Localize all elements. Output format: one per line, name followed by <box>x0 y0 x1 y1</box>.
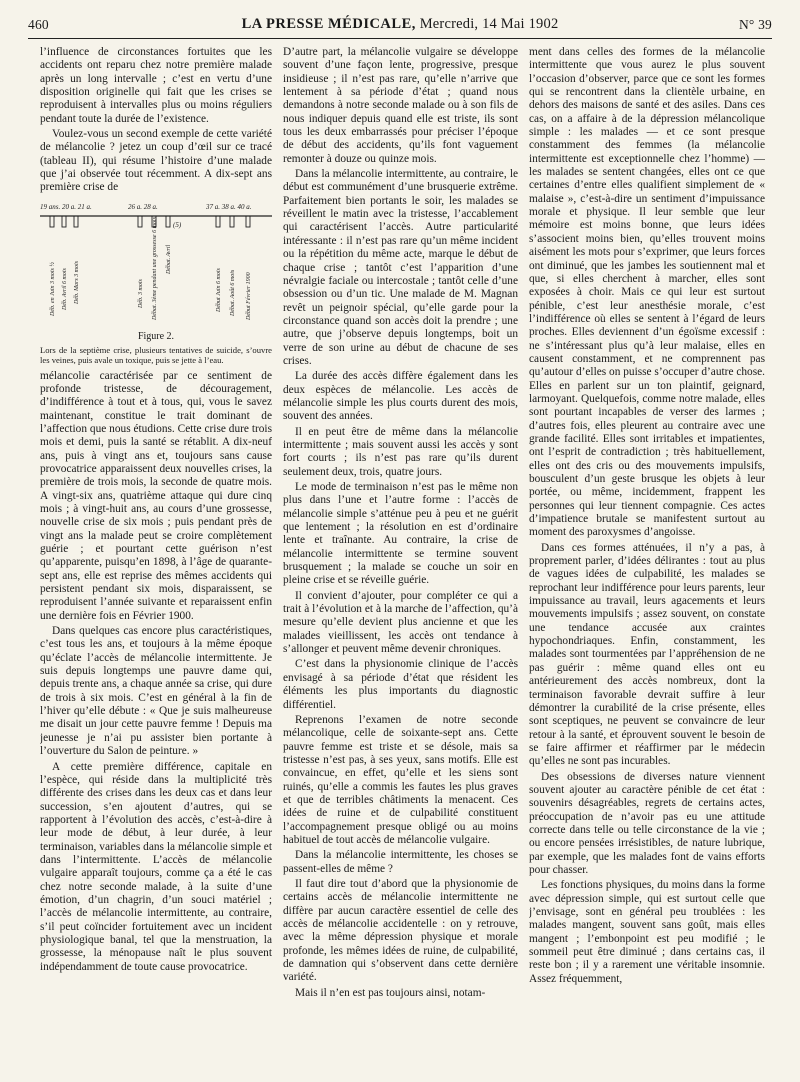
crisis-bar <box>246 216 250 227</box>
page-number: 460 <box>28 17 49 32</box>
column-3 <box>529 46 765 1068</box>
paragraph: Dans quelques cas encore plus caractéristiques, c’est tous les ans, et toujours à la même époque qu’éclate l’accès de mélancolie intermittente. Je suis depuis longtemps une pauvre dame qui, depuis trente ans, a chaque année sa crise, qui dure de trois à six mois. C’est en général à la fin de l’hiver qu’elle débute : « Que je suis malheureuse me disait un jour cette pauvre femme ! Depuis ma jeunesse je n’ai pu assister bien portante à l’ouverture du Salon de peinture. » <box>40 625 272 758</box>
issue-date: Mercredi, 14 Mai 1902 <box>415 16 559 32</box>
crisis-label: Début Février 1900 <box>246 272 252 320</box>
paragraph: Il convient d’ajouter, pour compléter ce qui a trait à l’évolution et à la marche de l’affection, qu’à mesure qu’elle devient plus ancienne et que les malades vieillissent, les accès ont tendance à s’allonger et peuvent même devenir chroniques. <box>283 589 518 656</box>
running-head <box>28 14 772 36</box>
paragraph: D’autre part, la mélancolie vulgaire se développe souvent d’une façon lente, progressive, presque insidieuse ; il n’est pas rare, qu’elle n’arrive que lentement à sa période d’état ; quand nous demandons à notre seconde malade ou à son fils de nous indiquer depuis quand elle est triste, ils sont tous les deux embarrassés pour préciser l’époque de début des accidents, qu’ils font vaguement remonter à douze ou quinze mois. <box>283 46 518 165</box>
column-1 <box>40 46 272 1068</box>
tick-label: 19 ans. 20 a. 21 a. <box>40 202 92 211</box>
crisis-label: Début Juin 6 mois <box>216 267 222 312</box>
timeline-diagram <box>40 200 272 328</box>
paragraph: Les fonctions physiques, du moins dans la forme avec dépression simple, qui est surtout celle que j’envisage, sont en général peu troublées : les malades mangent, souvent sans goût, mais elles mangent ; l’embonpoint est peu modifié ; le sommeil peut être diminué ; dans certains cas, il reste bon ; il y a rarement une véritable insomnie. Assez fréquemment, <box>529 879 765 985</box>
tick-label: 26 a. 28 a. <box>128 202 158 211</box>
paragraph: C’est dans la physionomie clinique de l’accès envisagé à sa période d’état que résident les éléments les plus importants du diagnostic différentiel. <box>283 658 518 711</box>
crisis-label: Déb. en Juin 3 mois ½ <box>50 261 56 316</box>
crisis-label: Déb. Mars 3 mois <box>74 260 80 304</box>
figure-marker: (5) <box>173 220 182 229</box>
tick-label: 37 a. 38 a. 40 a. <box>206 202 252 211</box>
paragraph: A cette première différence, capitale en l’espèce, qui réside dans la multiplicité très différente des crises dans les deux cas et dans leur succession, s’en ajoutent d’autres, qui se rapportent à l’évolution des accès, c’est-à-dire à leur mode de début, à leur durée, à leur terminaison, variables dans la mélancolie simple et dans l’intermittente. L’accès de mélancolie vulgaire apparaît toujours, comme ça a été le cas chez notre seconde malade, à la suite d’une émotion, d’un chagrin, d’un souci matériel ; l’accès de mélancolie intermittente, au contraire, s’il peut coïncider fortuitement avec un incident physiologique banal, tel que la menstruation, la grossesse, la ménopause naît le plus souvent indépendamment de toute cause provocatrice. <box>40 760 272 973</box>
paragraph: Il en peut être de même dans la mélancolie intermittente ; mais souvent aussi les accès y sont fort courts ; ils n’est pas rare qu’ils durent seulement deux, trois, quatre jours. <box>283 425 518 478</box>
crisis-bar <box>166 216 170 227</box>
journal-title <box>28 16 772 33</box>
paragraph: Reprenons l’examen de notre seconde mélancolique, celle de soixante-sept ans. Cette pauvre femme est triste et se désole, mais sa tristesse n’est pas, à ses yeux, sans motifs. Elle est convaincue, en effet, qu’elle et les siens sont ruinés, qu’elle a commis les fautes les plus graves et que de terribles châtiments la menacent. Ces idées de ruine et de culpabilité constituent l’accompagnement presque obligé ou au moins habituel de tout accès de mélancolie vulgaire. <box>283 713 518 846</box>
journal-name: LA PRESSE MÉDICALE, <box>241 16 416 32</box>
figure-2 <box>40 200 272 366</box>
crisis-bar <box>74 216 78 227</box>
paragraph: Le mode de terminaison n’est pas le même non plus dans l’une et l’autre forme : l’accès de mélancolie simple s’atténue peu à peu et ne guérit que lentement ; la résolution en est d’ordinaire lente et traînante. Au contraire, la crise de mélancolie intermittente se termine souvent brusquement ; la malade se couche un soir en pleine crise et se réveille guérie. <box>283 481 518 587</box>
crisis-bar <box>230 216 234 227</box>
paragraph: Dans la mélancolie intermittente, au contraire, le début est communément d’une brusquerie extrême. Parfaitement bien portants le soir, les malades se réveillent le matin avec la tristesse, l’accablement qui caractérisent l’accès. Autre particularité intéressante : il n’est pas rare qu’un même incident ou la répétition du même acte, marque le début de chaque crise ; tantôt c’est l’apparition d’une névralgie faciale ou intercostale ; tantôt celle d’une obsession ou d’un tic. Une malade de M. Magnan revêt un peignoir spécial, qu’elle garde pour la circonstance quand son accès doit la prendre ; une autre, que j’observe depuis longtemps, boit un verre de son urine au début de chacune de ses crises. <box>283 168 518 367</box>
paragraph: Des obsessions de diverses nature viennent souvent ajouter au caractère pénible de cet état : souvenirs désagréables, regrets de certains actes, préoccupation de n’avoir pas eu une attitude correcte dans telle ou telle circonstance de la vie ; ou encore pensées irrésistibles, de nature lubrique, par exemple, que les malades font de vains efforts pour chasser. <box>529 770 765 876</box>
crisis-label: Débat. 3ème pendant une grossesse 6 mois <box>152 216 158 320</box>
paragraph: ment dans celles des formes de la mélancolie intermittente que vous aurez le plus souvent l’occasion d’observer, parce que ce sont les formes qui se rencontrent dans la clientèle urbaine, en dehors des maisons de santé et des asiles. Dans ces cas, on a affaire à de la dépression mélancolique simple : les malades — et ce sont presque constamment des femmes (la mélancolie intermittente est exceptionnelle chez l’homme) — les malades se sentent changées, elles ont ce que certaines d’entre elles qualifient simplement de « malaise », c’est-à-dire un sentiment d’impuissance morale et physique. Il leur semble que leur mémoire est moins bonne, que leurs idées s’associent moins bien, qu’elles trouvent moins aisément les mots pour s’exprimer, que leurs forces ont diminué, que les jambes les soutiennent mal et que, si elles cherchent à marcher, elles sont exposées à choir. Mais ce qui leur est surtout pénible, c’est leur anesthésie morale, c’est l’indifférence où elles se sentent à l’égard de leurs proches. Elles deviennent d’un égoïsme excessif : ne s’intéressant plus qu’à leur malaise, elles en causent constamment, et ne comprennent pas qu’autour d’elles on puisse s’occuper d’autre chose. Elles en parlent sur un ton plaintif, geignard, larmoyant. Quelquefois, comme notre malade, elles sont pourtant incapables de verser des larmes ; d’autres fois, elles pleurent au contraire avec une grande facilité. Elles sont irritables et impatientes, ont l’esprit de contradiction ; très habituellement, elles ont des cris ou des mouvements impulsifs, bousculent d’un geste brusque les objets à leur portée, ou même, incidemment, frappent les personnes qui leur tiennent compagnie. Ces actes d’impatience brutale se manifestent surtout au moment des paroxysmes d’angoisse. <box>529 46 765 539</box>
paragraph: Dans ces formes atténuées, il n’y a pas, à proprement parler, d’idées délirantes : tout au plus de vagues idées de culpabilité, les malades se reprochant leur indifférence pour leurs parents, leur impuissance au travail, leurs agacements et leurs mouvements impulsifs ; assez souvent, on constate une tendance accusée aux craintes hypochondriaques. Enfin, constamment, les malades sont tourmentées par l’appréhension de ne pas guérir : même quand elles ont eu antérieurement des accès nombreux, dont la terminaison favorable devrait suffire à leur démontrer la curabilité de la crise présente, elles sont sceptiques, ne peuvent se convaincre de leur retour à la santé, et éprouvent souvent le besoin de se faire affirmer et réaffirmer par le médecin qu’elles ne sont pas incurables. <box>529 541 765 768</box>
crisis-label: Débat. Août 6 mois <box>230 269 236 316</box>
paragraph: mélancolie caractérisée par ce sentiment de profonde tristesse, de découragement, d’indifférence à tout et à tous, qui, vous le savez maintenant, constitue le trait dominant de l’affection que nous étudions. Cette crise dure trois mois et demi, puis la santé se rétablit. A dix-neuf ans, puis à vingt ans et, toujours sans cause provocatrice apparaissent deux nouvelles crises, la première de trois mois, la seconde de quatre mois. A vingt-six ans, quatrième attaque qui dure cinq mois ; à vingt-huit ans, au cours d’une grossesse, nouvelle crise de six mois ; puis pendant près de vingt ans la malade peut se croire complètement guérie ; et pourtant cette guérison n’est qu’apparente, puisqu’en 1898, à l’âge de quarante-sept ans, elle est reprise des mêmes accidents qui persistent pendant six mois, disparaissent, se reproduisent l’année suivante et reparaissent enfin une dernière fois en Février 1900. <box>40 369 272 622</box>
figure-title: Figure 2. <box>137 330 175 342</box>
crisis-bar <box>138 216 142 227</box>
crisis-label: Déb. 3 mois <box>138 278 144 308</box>
paragraph: Voulez-vous un second exemple de cette variété de mélancolie ? jetez un coup d’œil sur ce tracé (tableau II), qui résume l’histoire d’une malade que j’ai observée tout récemment. A dix-sept ans première crise de <box>40 128 272 194</box>
timeline-bars <box>49 216 252 321</box>
column-2 <box>283 46 518 1068</box>
crisis-label: Débat. Avril <box>166 244 172 274</box>
crisis-bar <box>50 216 54 227</box>
paragraph: Il faut dire tout d’abord que la physionomie de certains accès de mélancolie intermittente ne diffère par aucun caractère essentiel de celle des accès de mélancolie accidentelle : on y retrouve, avec la même dépression physique et morale profonde, les mêmes idées de ruine, de culpabilité, de damnation qui s’observent dans cette dernière variété. <box>283 877 518 984</box>
crisis-label: Déb. Avril 6 mois <box>62 267 68 310</box>
paragraph: l’influence de circonstances fortuites que les accidents ont reparu chez notre première malade après un long intervalle ; c’est en vertu d’une disposition originelle qui fait que les crises se reproduisent à intervalles plus ou moins réguliers pendant toute la durée de l’existence. <box>40 46 272 125</box>
crisis-bar <box>216 216 220 227</box>
figure-caption: Lors de la septième crise, plusieurs tentatives de suicide, s’ouvre les veines, puis avale un toxique, puis se jette à l’eau. <box>40 345 272 366</box>
paragraph: La durée des accès diffère également dans les deux espèces de mélancolie. Les accès de mélancolie simple les plus courts durent des mois, souvent des années. <box>283 370 518 423</box>
header-rule <box>28 38 772 39</box>
paragraph: Dans la mélancolie intermittente, les choses se passent-elles de même ? <box>283 849 518 875</box>
issue-number: N° 39 <box>738 17 772 32</box>
paragraph: Mais il n’en est pas toujours ainsi, notam- <box>295 986 486 999</box>
crisis-bar <box>62 216 66 227</box>
